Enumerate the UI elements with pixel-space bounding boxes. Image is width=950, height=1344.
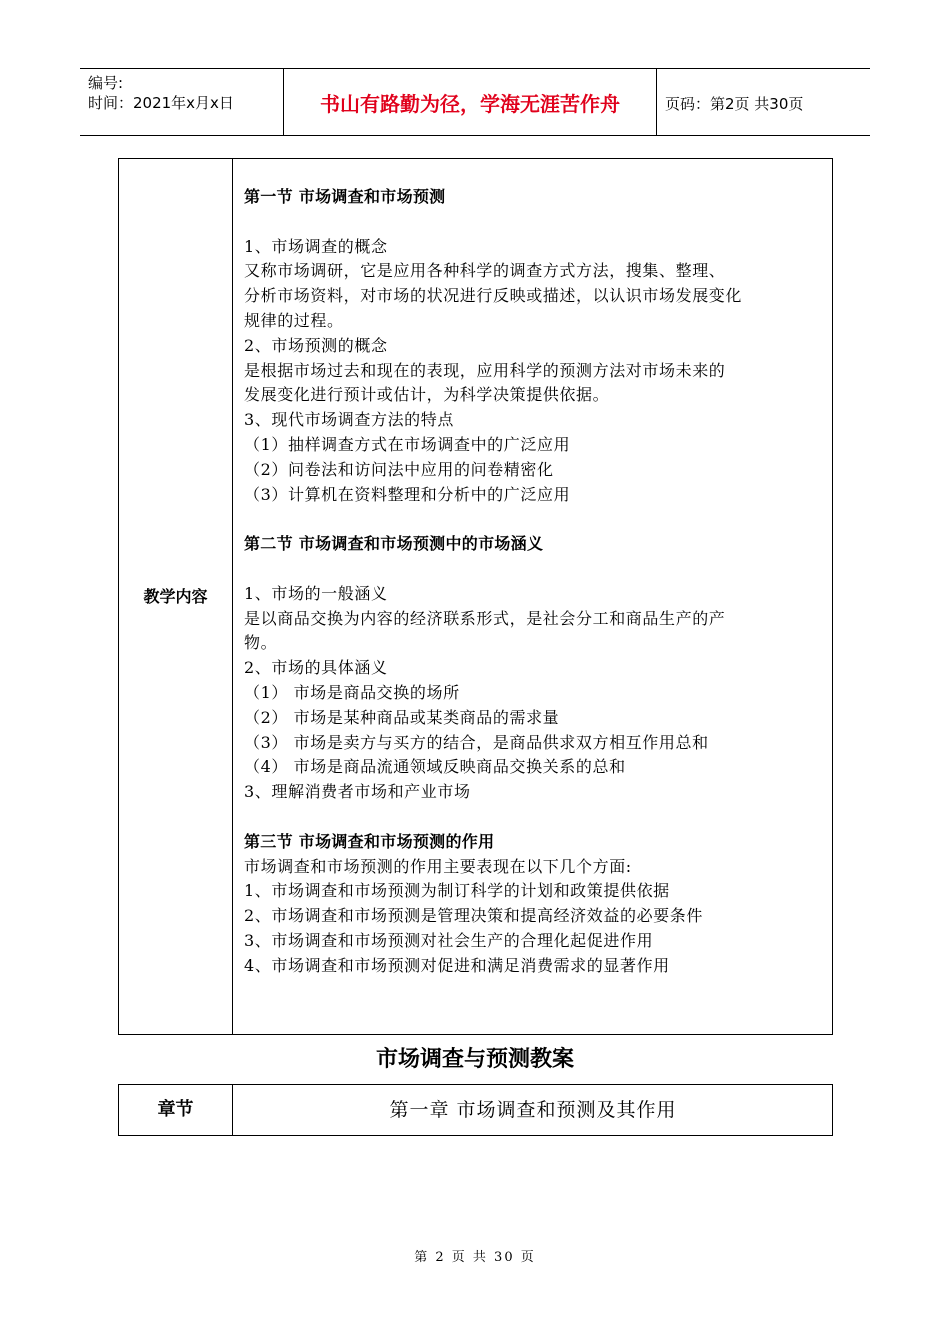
date-label: 时间：2021年x月x日 bbox=[88, 94, 234, 112]
number-label: 编号: bbox=[88, 74, 124, 92]
teaching-content-table bbox=[118, 158, 833, 1035]
content-line: 4、市场调查和市场预测对促进和满足消费需求的显著作用 bbox=[244, 955, 670, 975]
motto: 书山有路勤为径，学海无涯苦作舟 bbox=[283, 69, 657, 135]
content-line: 又称市场调研，它是应用各种科学的调查方式方法，搜集、整理、 bbox=[244, 261, 726, 281]
content-line: 2、市场调查和市场预测是管理决策和提高经济效益的必要条件 bbox=[244, 906, 703, 926]
content-line: （2） 市场是某种商品或某类商品的需求量 bbox=[244, 707, 560, 727]
content-line: （1）抽样调查方式在市场调查中的广泛应用 bbox=[244, 435, 571, 454]
content-line: 3、理解消费者市场和产业市场 bbox=[244, 782, 471, 802]
content-line: 3、市场调查和市场预测对社会生产的合理化起促进作用 bbox=[244, 931, 654, 950]
content-line: 3、现代市场调查方法的特点 bbox=[244, 410, 454, 430]
content-line: 分析市场资料，对市场的状况进行反映或描述，以认识市场发展变化 bbox=[244, 286, 743, 306]
content-line: 规律的过程。 bbox=[244, 311, 344, 330]
content-cell bbox=[234, 159, 832, 1034]
page-label: 页码：第2页 共30页 bbox=[665, 95, 804, 113]
header-info-cell bbox=[80, 69, 283, 135]
chapter-table bbox=[118, 1084, 833, 1136]
chapter-value: 第一章 市场调查和预测及其作用 bbox=[389, 1099, 677, 1121]
content-line: 1、市场调查的概念 bbox=[244, 236, 388, 256]
content-line: 是根据市场过去和现在的表现，应用科学的预测方法对市场未来的 bbox=[244, 360, 726, 380]
section-label: 教学内容 bbox=[119, 159, 233, 1034]
content-line: （2）问卷法和访问法中应用的问卷精密化 bbox=[244, 459, 554, 479]
section-heading: 第二节 市场调查和市场预测中的市场涵义 bbox=[244, 534, 544, 554]
section-heading: 第一节 市场调查和市场预测 bbox=[244, 187, 446, 206]
content-line: （3） 市场是卖方与买方的结合，是商品供求双方相互作用总和 bbox=[244, 732, 709, 752]
section-heading: 第三节 市场调查和市场预测的作用 bbox=[244, 831, 495, 851]
content-line: （1） 市场是商品交换的场所 bbox=[244, 683, 460, 702]
content-line: 物。 bbox=[244, 633, 278, 653]
document-title: 市场调查与预测教案 bbox=[375, 1047, 574, 1072]
chapter-label: 章节 bbox=[119, 1085, 233, 1135]
content-line: 2、市场预测的概念 bbox=[244, 335, 388, 355]
content-line: 是以商品交换为内容的经济联系形式，是社会分工和商品生产的产 bbox=[244, 608, 726, 628]
content-line: 市场调查和市场预测的作用主要表现在以下几个方面: bbox=[244, 856, 632, 876]
page-footer: 第 2 页 共 30 页 bbox=[414, 1250, 536, 1265]
content-line: 2、市场的具体涵义 bbox=[244, 658, 388, 678]
content-line: （3）计算机在资料整理和分析中的广泛应用 bbox=[244, 484, 571, 504]
content-line: 发展变化进行预计或估计，为科学决策提供依据。 bbox=[244, 385, 610, 405]
content-line: 1、市场的一般涵义 bbox=[244, 583, 388, 603]
page-header bbox=[80, 68, 870, 136]
content-line: （4） 市场是商品流通领域反映商品交换关系的总和 bbox=[244, 757, 626, 777]
content-line: 1、市场调查和市场预测为制订科学的计划和政策提供依据 bbox=[244, 881, 670, 901]
